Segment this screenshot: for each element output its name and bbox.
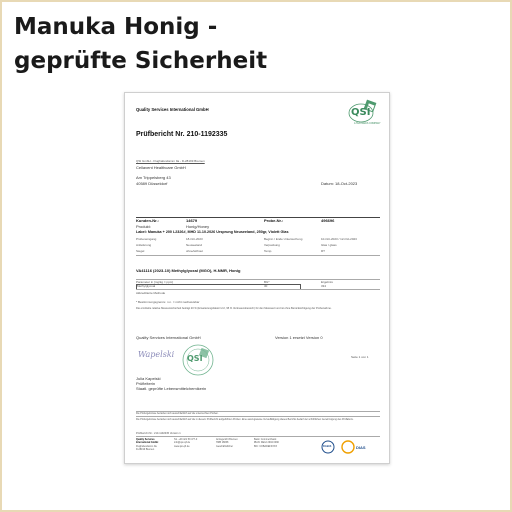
headline-line-2: geprüfte Sicherheit	[14, 48, 268, 74]
info-label: Probeneingang	[136, 237, 157, 241]
info-label: Anlieferung	[136, 243, 152, 247]
info-value: 14679	[186, 218, 198, 223]
report-title: Prüfbericht Nr. 210-1192335	[136, 131, 228, 138]
info-label: Verpackung	[264, 243, 280, 247]
footer-text: Geschäftsführer	[216, 444, 234, 448]
info-value: Neuseeland	[186, 243, 203, 247]
legal-note-2: Die Prüfergebnisse beziehen sich ausschließlich auf die in diesem Prüfbericht aufgeführten Proben. Eine auszugsweise Vervielfältigung dieses Berichts bedarf der schriftlichen Genehmigung des Prüflabors.	[136, 418, 354, 421]
legal-rule	[136, 416, 380, 417]
footer-col-1	[136, 438, 158, 451]
info-label: Produkt:	[136, 224, 151, 229]
footnote-detection-limit: * Bestimmungsgrenze: n.n. = nicht nachweisbar	[136, 300, 200, 304]
dakks-label: DAkkS	[323, 445, 332, 448]
report-date: Datum: 18-Oct-2023	[321, 181, 358, 186]
qsi-logo	[348, 99, 382, 129]
info-label: Probe-Nr.:	[264, 218, 284, 223]
page-number: Seite 1 von 1	[351, 355, 369, 359]
results-table-bottom-rule	[136, 289, 380, 290]
qsi-logo-subtitle: A TENTAMUS COMPANY	[354, 123, 381, 125]
footer-text: Bank: Commerzbank	[254, 438, 277, 441]
parameter-name: Methylglyoxal	[137, 284, 156, 288]
qsi-logo-text: QSI	[351, 107, 371, 118]
recipient-line-4: 40589 Düsseldorf	[136, 181, 168, 186]
info-label: Siegel	[136, 249, 145, 253]
headline-line-1: Manuka Honig -	[14, 14, 218, 40]
signature: Wapelski	[138, 350, 175, 359]
signer-name: Julia Kapelski	[136, 376, 161, 381]
footer-text: Flughafendamm 9a	[136, 444, 157, 448]
signer-qualification: Staatl. geprüfte Lebensmittelchemikerin	[136, 386, 207, 391]
info-value: 18-Oct-2023	[186, 237, 203, 241]
accredited-method-note: Akkreditierte Methode	[136, 291, 166, 295]
footer-text: IBAN: DE12 2904 0090	[254, 441, 279, 445]
svg-text:QSI: QSI	[187, 354, 203, 363]
info-label: Temp.	[264, 249, 273, 253]
footer-text: BIC: COBADEFFXXX	[254, 444, 278, 448]
footer-col-2	[174, 438, 197, 448]
lab-report-document	[124, 92, 390, 464]
recipient-line-3: Am Trippelsberg 43	[136, 175, 171, 180]
footer-text: Tel. +49 421 59 477-0	[174, 438, 198, 441]
signer-role: Prüfleiterin	[136, 381, 156, 386]
info-value: Glas / glass	[321, 243, 337, 247]
info-value: Honig/Honey	[186, 224, 210, 229]
sender-line: QSI GmbH - Flughafendamm 9a - D-28199 Bremen	[136, 159, 205, 163]
dias-label: DIAS	[356, 445, 366, 450]
info-value: 496696	[321, 218, 335, 223]
info-label: Kunden-Nr.:	[136, 218, 159, 223]
info-label-text: Label: Manuka + 200 L2326#, MHD 11.10.2026 Ursprung Neuseeland, 250gr, Violett Glas	[136, 230, 289, 234]
release-company: Quality Services International GmbH	[136, 335, 201, 340]
info-label: Beginn / Ende Untersuchung	[264, 237, 303, 241]
info-value: RT	[321, 249, 325, 253]
report-version: Version 1 ersetzt Version 0	[275, 335, 323, 340]
footer-col-3	[216, 438, 238, 448]
recipient-line-1: Cellavent Healthcare GmbH	[136, 165, 186, 170]
column-header: Parameter in [mg/kg = ppm]	[136, 280, 174, 284]
footer-columns	[136, 438, 286, 460]
info-table-divider	[136, 255, 380, 256]
footer-text: D-28199 Bremen	[136, 447, 155, 451]
footnote-uncertainty: Die ermittelte relative Messunsicherheit beträgt 20 % (Erweiterungsfaktor k=2, 95 % Vertrauensbereich) für den Messwert und ist ohne Berücksichtigung der Probenahme.	[136, 307, 332, 310]
footer-text: Amtsgericht Bremen	[216, 438, 238, 441]
info-table-top-rule	[136, 217, 380, 218]
column-header: Ergebnis	[321, 280, 333, 284]
info-value: 10-Oct-2023 / 12-Oct-2023	[321, 237, 357, 241]
footer-rule	[136, 436, 380, 437]
footer-text: info@qsi-q3.de	[174, 441, 191, 445]
footer-text: International GmbH	[136, 441, 159, 445]
dias-icon	[341, 440, 355, 454]
legal-note-1: Die Prüfergebnisse beziehen sich ausschließlich auf die untersuchten Proben.	[136, 412, 219, 415]
headline	[14, 10, 267, 78]
column-header: BG*	[264, 280, 270, 284]
info-value: ohne/without	[186, 249, 204, 253]
footer-text: Quality Services	[136, 438, 155, 441]
parameter-limit: 30	[264, 284, 268, 288]
company-name: Quality Services International GmbH	[136, 107, 209, 112]
accreditation-logos	[321, 440, 381, 456]
qsi-stamp	[173, 343, 223, 377]
footer-text: www.qsi-q3.de	[174, 444, 190, 448]
footer-text: HRB 18838	[216, 441, 229, 445]
parameter-result: 334	[321, 284, 327, 288]
footer-col-4	[254, 438, 279, 448]
footer-report-id: Prüfbericht Nr.: 210-1192335 Version 1	[136, 432, 181, 435]
method-title: VA41116 (2023-10) Methylglyoxal (MGO), H-NMR, Honig	[136, 268, 241, 273]
